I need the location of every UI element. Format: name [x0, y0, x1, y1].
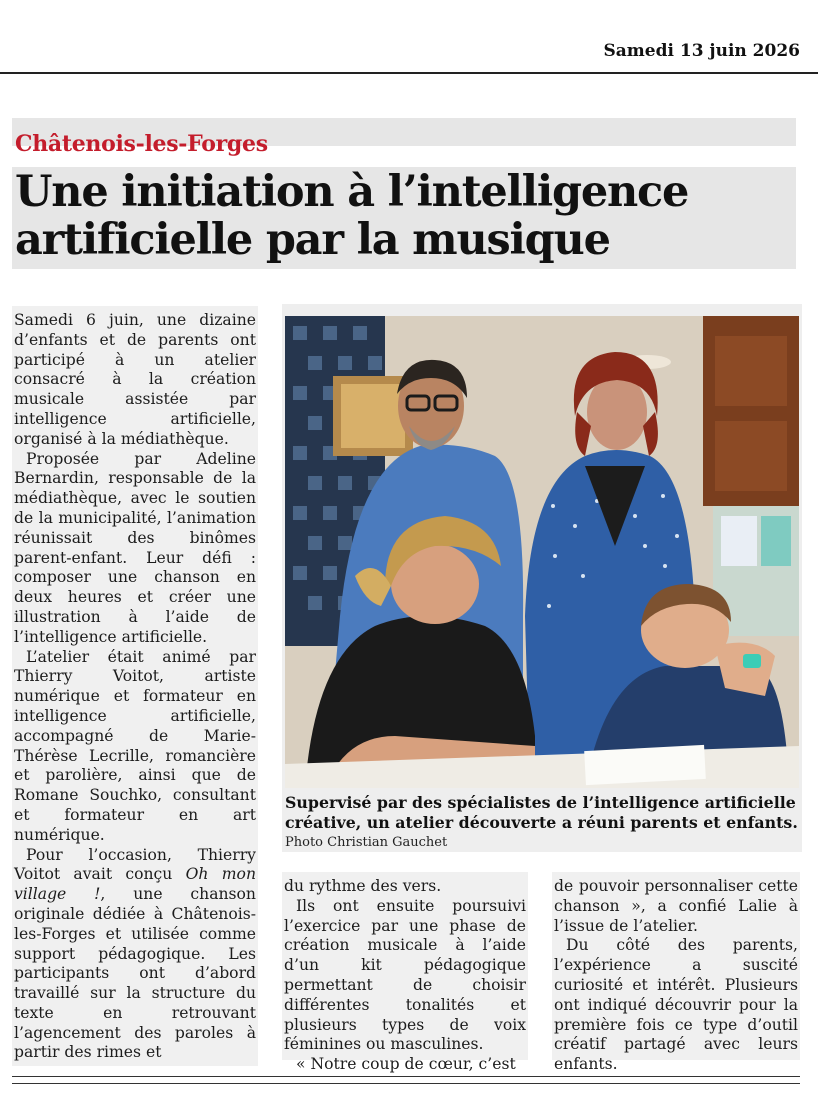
article-paragraph: Du côté des parents, l’expérience a suscité curiosité et intérêt. Plusieurs ont indiqué découvrir pour la première fois ce type d’outil créatif partagé avec leurs enfants. — [554, 936, 798, 1074]
article-kicker: Châtenois-les-Forges — [15, 131, 268, 157]
publication-date: Samedi 13 juin 2026 — [603, 41, 800, 61]
article-paragraph: Ils ont ensuite poursuivi l’exercice par une phase de création musicale à l’aide d’un kit pédagogique permettant de choisir différentes tonalités et plusieurs types de voix féminines ou masculines. — [284, 896, 526, 1054]
footer-rule — [12, 1083, 800, 1084]
song-title: Oh mon village ! — [14, 865, 256, 904]
photo-caption: Supervisé par des spécialistes de l’intelligence artificielle créative, un atelier découverte a réuni parents et enfants. — [285, 793, 798, 832]
header-rule — [0, 72, 818, 74]
article-column-1 — [12, 306, 258, 1066]
article-paragraph: L’atelier était animé par Thierry Voitot, artiste numérique et formateur en intelligence artificielle, accompagné de Marie-Thérèse Lecrille, romancière et parolière, ainsi que de Romane Souchko, consultant et formateur en art numérique. — [14, 647, 256, 844]
article-paragraph: « Notre coup de cœur, c’est — [296, 1055, 516, 1074]
article-paragraph: Samedi 6 juin, une dizaine d’enfants et de parents ont participé à un atelier consacré à la création musicale assistée par intelligence artificielle, organisé à la médiathèque. — [14, 311, 256, 448]
article-headline: Une initiation à l’intelligence artificielle par la musique — [15, 167, 689, 265]
article-paragraph: de pouvoir personnaliser cette chanson », a confié Lalie à l’issue de l’atelier. — [554, 877, 798, 935]
article-paragraph: du rythme des vers. — [284, 877, 442, 895]
footer-rule — [12, 1076, 800, 1077]
article-photo — [285, 316, 799, 788]
paragraph-text: Pour l’occasion, Thierry Voitot avait conçu — [14, 845, 256, 884]
workshop-photo-illustration — [285, 316, 799, 788]
article-paragraph — [14, 846, 256, 1064]
photo-credit: Photo Christian Gauchet — [285, 835, 448, 850]
article-column-3 — [552, 872, 800, 1074]
article-column-2 — [282, 872, 528, 1074]
article-paragraph: Proposée par Adeline Bernardin, responsable de la médiathèque, avec le soutien de la municipalité, l’animation réunissait des binômes parent-enfant. Leur défi : composer une chanson en deux heures et créer une illustration à l’aide de l’intelligence artificielle. — [14, 449, 256, 646]
paragraph-text: , une chanson originale dédiée à Châtenois-les-Forges et utilisée comme support pédagogique. Les participants ont d’abord travaillé sur la structure du texte en retrouvant l’agencement des paroles à partir des rimes et — [14, 885, 256, 1062]
